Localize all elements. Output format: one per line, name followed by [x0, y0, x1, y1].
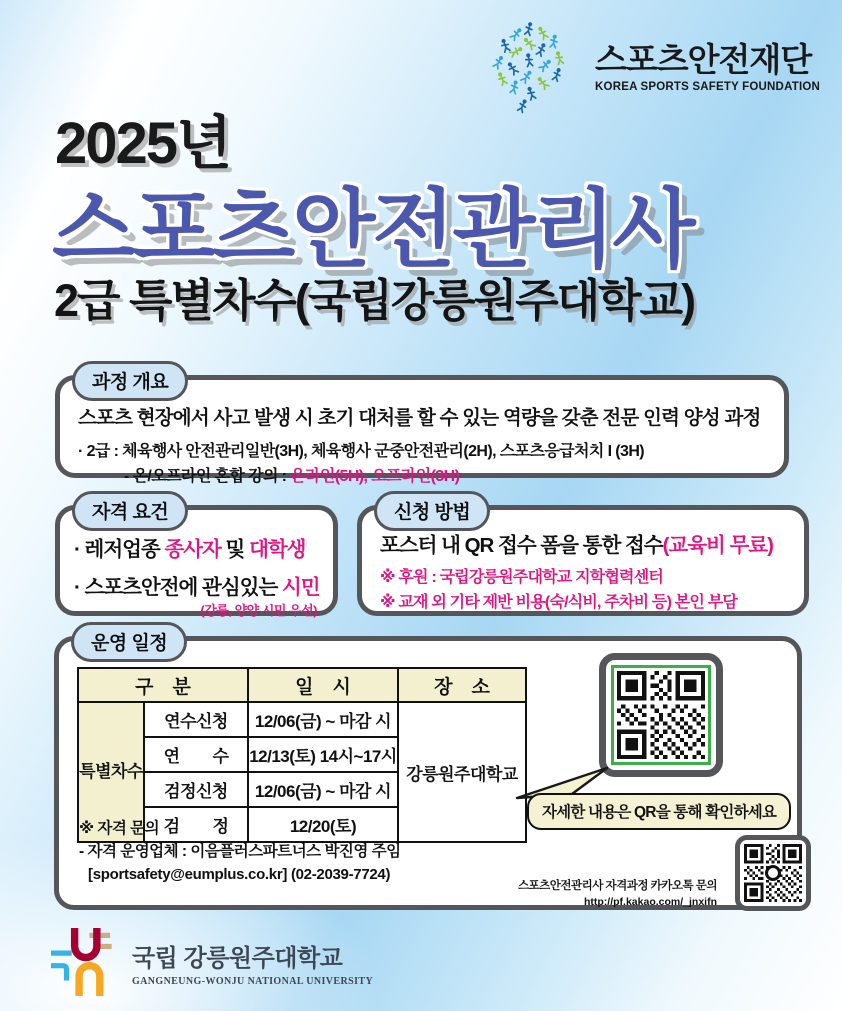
- schedule-row3-date: 12/06(금) ~ 마감 시: [248, 772, 398, 807]
- contact-title: ※ 자격 문의: [79, 820, 160, 837]
- schedule-row4-label: 검 정: [144, 807, 248, 842]
- kakao-qr-frame: [735, 835, 811, 911]
- table-row: [78, 702, 526, 737]
- title-year: 2025년: [55, 111, 231, 176]
- schedule-row2-date: 12/13(토) 14시~17시: [248, 737, 398, 772]
- schedule-row4-date: 12/20(토): [248, 807, 398, 842]
- registration-qr-code: [611, 665, 711, 765]
- col-header-datetime: 일 시: [248, 668, 398, 702]
- apply-line1: 포스터 내 QR 접수 폼을 통한 접수(교육비 무료): [380, 534, 773, 557]
- schedule-panel: [54, 633, 802, 910]
- overview-line2: · 2급 : 체육행사 안전관리일반(3H), 체육행사 군중안전관리(2H), 스포츠응급처치 I (3H): [78, 443, 644, 460]
- schedule-group-cell: 특별차수: [78, 702, 144, 842]
- apply-panel: [357, 502, 809, 616]
- registration-qr-frame: [599, 653, 723, 777]
- apply-badge: 신청 방법: [374, 491, 490, 531]
- overview-line1: 스포츠 현장에서 사고 발생 시 초기 대처를 할 수 있는 역량을 갖춘 전문 인력 양성 과정: [78, 407, 761, 429]
- sports-figures-cluster-icon: [477, 16, 581, 120]
- kakao-line1: 스포츠안전관리사 자격과정 카카오톡 문의: [517, 880, 717, 892]
- schedule-row3-label: 검정신청: [144, 772, 248, 807]
- title-sub: 2급 특별차수(국립강릉원주대학교): [54, 275, 695, 326]
- schedule-place-cell: 강릉원주대학교: [398, 702, 526, 842]
- overview-line3: - 온/오프라인 혼합 강의 : 온라인(5H), 오프라인(3H): [124, 468, 460, 485]
- qualification-badge: 자격 요건: [72, 491, 188, 531]
- schedule-badge: 운영 일정: [71, 622, 187, 662]
- overview-panel: [55, 372, 789, 485]
- apply-line2: ※ 후원 : 국립강릉원주대학교 지학협력센터: [380, 569, 664, 586]
- qualification-note: (강릉, 양양 시민 우선): [200, 603, 317, 618]
- title-main: 스포츠안전관리사: [52, 182, 693, 278]
- foundation-name-en: KOREA SPORTS SAFETY FOUNDATION: [595, 81, 820, 94]
- schedule-row1-label: 연수신청: [144, 702, 248, 737]
- qr-caption-bubble: 자세한 내용은 QR을 통해 확인하세요: [527, 793, 791, 830]
- foundation-name-ko: 스포츠안전재단: [595, 40, 812, 78]
- overview-line3-highlight: 온라인(5H), 오프라인(3H): [290, 468, 460, 485]
- qr-code-icon: [617, 671, 705, 759]
- university-name-en: GANGNEUNG-WONJU NATIONAL UNIVERSITY: [132, 975, 374, 987]
- apply-line3: ※ 교재 외 기타 제반 비용(숙/식비, 주차비 등) 본인 부담: [380, 594, 738, 611]
- university-name-ko: 국립 강릉원주대학교: [132, 944, 343, 972]
- contact-email-phone: [sportsafety@eumplus.co.kr] (02-2039-7724): [88, 865, 391, 883]
- foundation-names: [595, 40, 820, 94]
- gwnu-symbol-icon: [48, 922, 122, 1002]
- qualification-panel: [55, 502, 338, 618]
- qualification-item2: · 스포츠안전에 관심있는 시민: [74, 576, 320, 599]
- qualification-item1: · 레저업종 종사자 및 대학생: [74, 538, 306, 561]
- col-header-category: 구 분: [78, 668, 248, 702]
- kakao-url: http://pf.kakao.com/_jnxifn: [583, 895, 717, 908]
- kakao-qr-center-logo: [765, 865, 781, 881]
- schedule-header-row: [78, 668, 526, 702]
- schedule-row1-date: 12/06(금) ~ 마감 시: [248, 702, 398, 737]
- overview-badge: 과정 개요: [72, 361, 188, 401]
- contact-block: [79, 817, 401, 886]
- university-names: [132, 938, 373, 987]
- foundation-logo: [477, 16, 820, 120]
- university-logo: [48, 922, 373, 1002]
- col-header-place: 장 소: [398, 668, 526, 702]
- schedule-row2-label: 연 수: [144, 737, 248, 772]
- kakao-contact-text: [518, 879, 717, 909]
- contact-operator: - 자격 운영업체 : 이음플러스파트너스 박진영 주임: [79, 843, 401, 861]
